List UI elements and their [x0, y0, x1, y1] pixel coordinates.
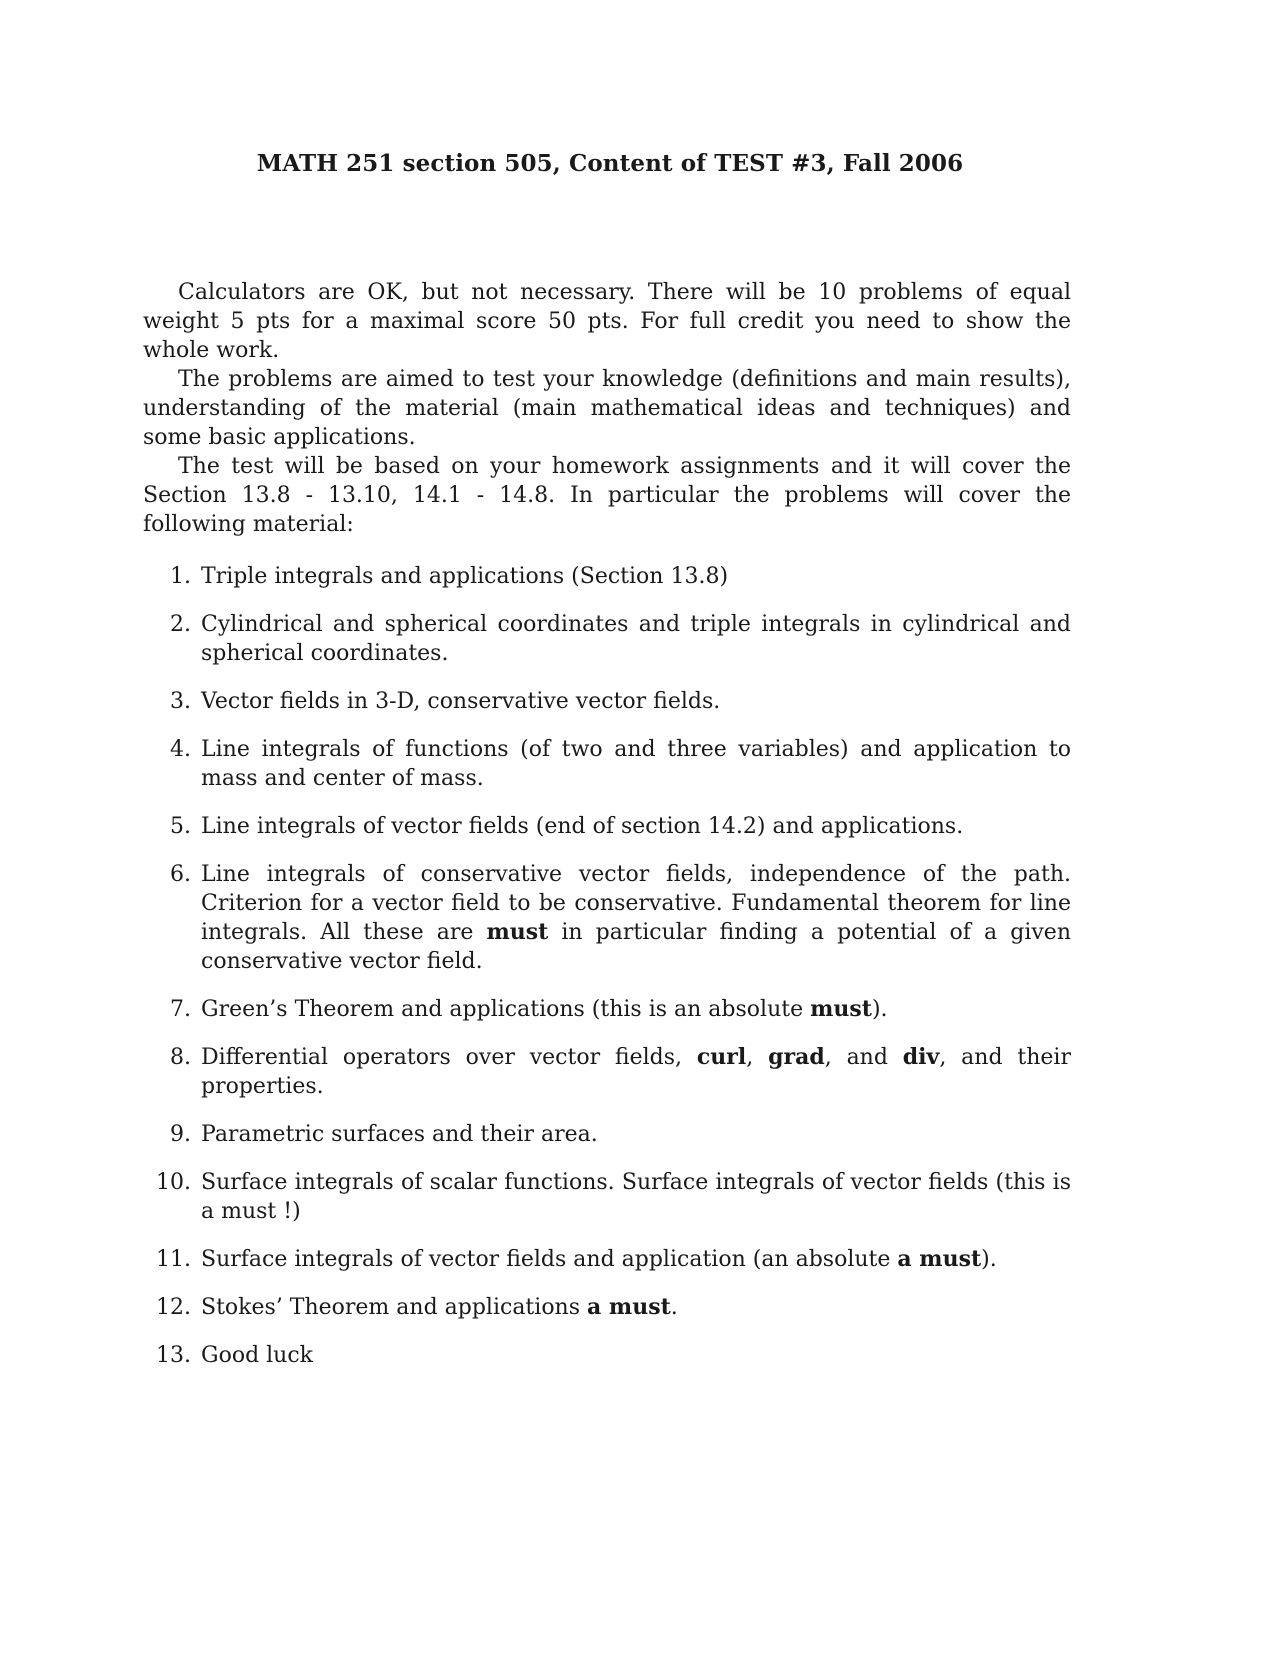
item-text: Line integrals of conservative vector fields, independence of the path. Criterion for a vector field to be conservative. Fundamental theorem for line integrals. All these are — [201, 862, 1071, 945]
item-text: Vector fields in 3-D, conservative vector fields. — [201, 689, 721, 714]
item-emphasis: must — [810, 996, 872, 1022]
list-item — [143, 1293, 1071, 1322]
list-item — [143, 1168, 1071, 1226]
list-item — [143, 1043, 1071, 1101]
page-title: MATH 251 section 505, Content of TEST #3, Fall 2006 — [256, 150, 964, 177]
item-emphasis: div — [902, 1044, 940, 1070]
intro-paragraph-coverage: The test will be based on your homework assignments and it will cover the Section 13.8 - 13.10, 14.1 - 14.8. In particular the problems will cover the following material: — [143, 454, 1071, 537]
item-number: 9. — [170, 1122, 191, 1147]
item-number: 7. — [170, 997, 191, 1022]
item-emphasis: grad — [768, 1044, 825, 1070]
list-item — [143, 735, 1071, 793]
list-item — [143, 1341, 1071, 1370]
list-item — [143, 860, 1071, 976]
item-text: Differential operators over vector fields, — [201, 1045, 697, 1070]
list-item — [143, 1245, 1071, 1274]
intro-paragraph-calculators: Calculators are OK, but not necessary. There will be 10 problems of equal weight 5 pts for a maximal score 50 pts. For full credit you need to show the whole work. — [143, 280, 1071, 363]
item-emphasis: a must — [587, 1294, 671, 1320]
item-number: 8. — [170, 1045, 191, 1070]
item-number: 4. — [170, 737, 191, 762]
item-text: Cylindrical and spherical coordinates and triple integrals in cylindrical and spherical coordinates. — [201, 612, 1071, 666]
list-item — [143, 995, 1071, 1024]
item-text: , and — [824, 1045, 903, 1070]
item-text: , — [746, 1045, 769, 1070]
item-text: Parametric surfaces and their area. — [201, 1122, 598, 1147]
item-number: 2. — [170, 612, 191, 637]
item-text: ). — [871, 997, 888, 1022]
document-body — [143, 278, 1071, 1389]
topics-list — [143, 562, 1071, 1370]
item-emphasis: curl — [696, 1044, 747, 1070]
item-text: Surface integrals of vector fields and application (an absolute — [201, 1247, 898, 1272]
item-text: , and their properties. — [201, 1045, 1071, 1099]
item-emphasis: a must — [897, 1246, 982, 1272]
list-item — [143, 562, 1071, 591]
item-number: 6. — [170, 862, 191, 887]
item-text: Green’s Theorem and applications (this is an absolute — [201, 997, 811, 1022]
list-item — [143, 1120, 1071, 1149]
item-number: 3. — [170, 689, 191, 714]
list-item — [143, 687, 1071, 716]
item-number: 5. — [170, 814, 191, 839]
item-text: Surface integrals of scalar functions. Surface integrals of vector fields (this is a must !) — [201, 1170, 1071, 1224]
item-text: Line integrals of functions (of two and three variables) and application to mass and center of mass. — [201, 737, 1071, 791]
item-number: 13. — [156, 1343, 191, 1368]
item-emphasis: must — [486, 919, 549, 945]
list-item — [143, 812, 1071, 841]
item-text: ). — [981, 1247, 997, 1272]
item-text: . — [670, 1295, 678, 1320]
item-text: Triple integrals and applications (Section 13.8) — [201, 564, 729, 589]
item-number: 11. — [156, 1247, 191, 1272]
item-text: Good luck — [201, 1343, 313, 1368]
item-text: Stokes’ Theorem and applications — [201, 1295, 588, 1320]
item-text: in particular finding a potential of a given conservative vector field. — [201, 920, 1071, 974]
intro-paragraph-aims: The problems are aimed to test your knowledge (definitions and main results), understanding of the material (main mathematical ideas and techniques) and some basic applications. — [143, 367, 1071, 450]
item-number: 12. — [156, 1295, 191, 1320]
item-number: 10. — [156, 1170, 191, 1195]
item-text: Line integrals of vector fields (end of section 14.2) and applications. — [201, 814, 964, 839]
item-number: 1. — [170, 564, 191, 589]
list-item — [143, 610, 1071, 668]
